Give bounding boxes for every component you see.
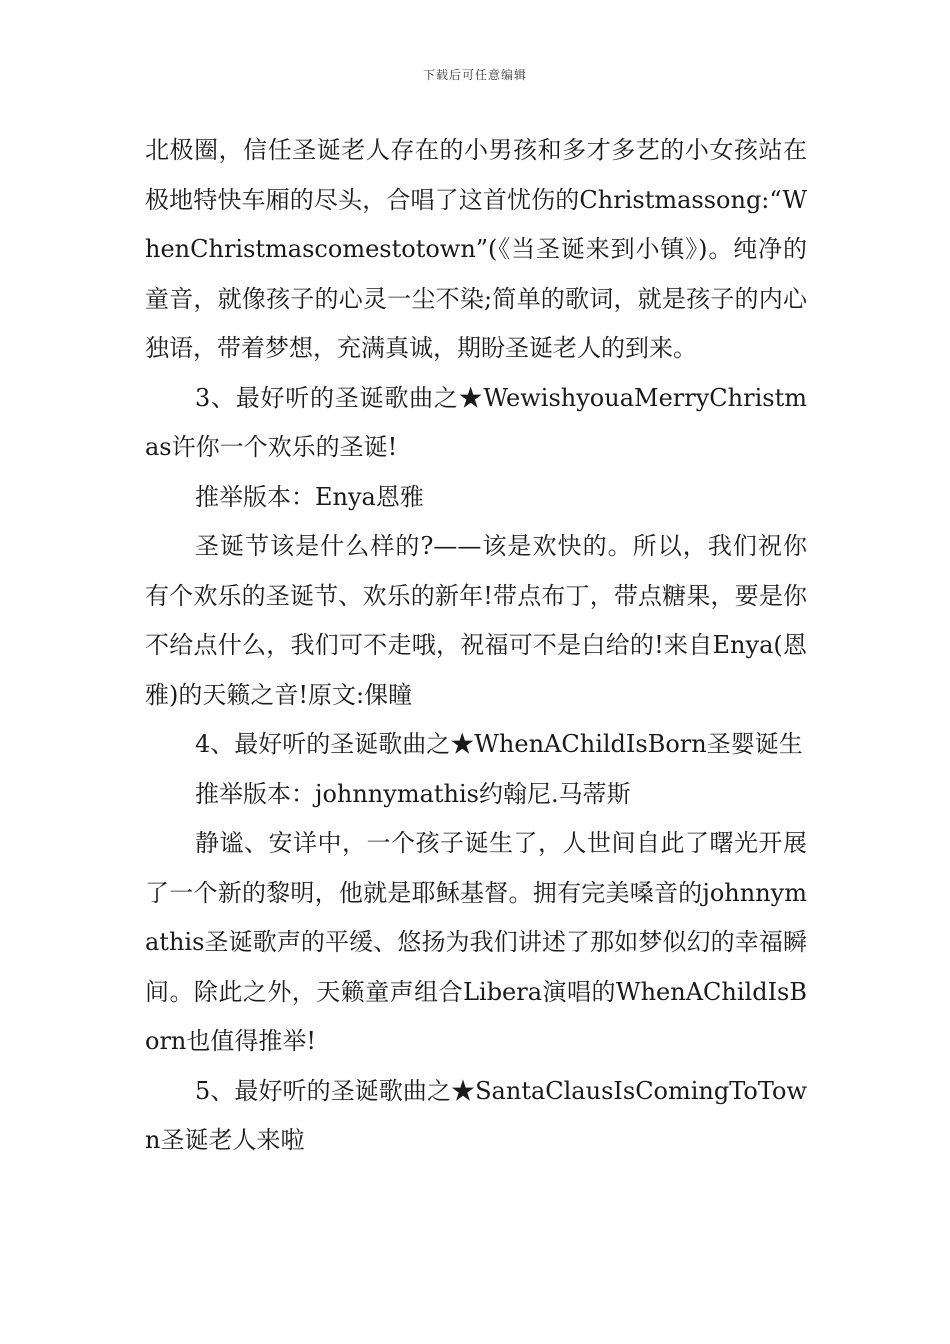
heading-song-5: 5、最好听的圣诞歌曲之★SantaClausIsComingToTown圣诞老人来啦 <box>145 1076 807 1154</box>
recommended-version-4: 推举版本：johnnymathis约翰尼.马蒂斯 <box>195 779 631 808</box>
paragraph-song-4: 静谧、安详中，一个孩子诞生了，人世间自此了曙光开展了一个新的黎明，他就是耶稣基督。拥有完美嗓音的johnnymathis圣诞歌声的平缓、悠扬为我们讲述了那如梦似幻的幸福瞬间。除此之外，天籁童声组合Libera演唱的WhenAChildIsBorn也值得推举! <box>145 829 807 1055</box>
header-note: 下载后可任意编辑 <box>422 68 527 82</box>
document-body <box>145 126 807 1166</box>
paragraph-song-3: 圣诞节该是什么样的?——该是欢快的。所以，我们祝你有个欢乐的圣诞节、欢乐的新年!带点布丁，带点糖果，要是你不给点什么，我们可不走哦，祝福可不是白给的!来自Enya(恩雅)的天籁之音!原文:倮瞳 <box>145 532 807 709</box>
recommended-version-3: 推举版本：Enya恩雅 <box>195 482 424 511</box>
paragraph-polar-express: 北极圈，信任圣诞老人存在的小男孩和多才多艺的小女孩站在极地特快车厢的尽头，合唱了这首忧伤的Christmassong:“WhenChristmascomestotown”(《当圣诞来到小镇》)。纯净的童音，就像孩子的心灵一尘不染;简单的歌词，就是孩子的内心独语，带着梦想，充满真诚，期盼圣诞老人的到来。 <box>145 136 807 362</box>
heading-song-3: 3、最好听的圣诞歌曲之★WewishyouaMerryChristmas许你一个欢乐的圣诞! <box>145 383 807 461</box>
heading-song-4: 4、最好听的圣诞歌曲之★WhenAChildIsBorn圣婴诞生 <box>195 730 803 758</box>
